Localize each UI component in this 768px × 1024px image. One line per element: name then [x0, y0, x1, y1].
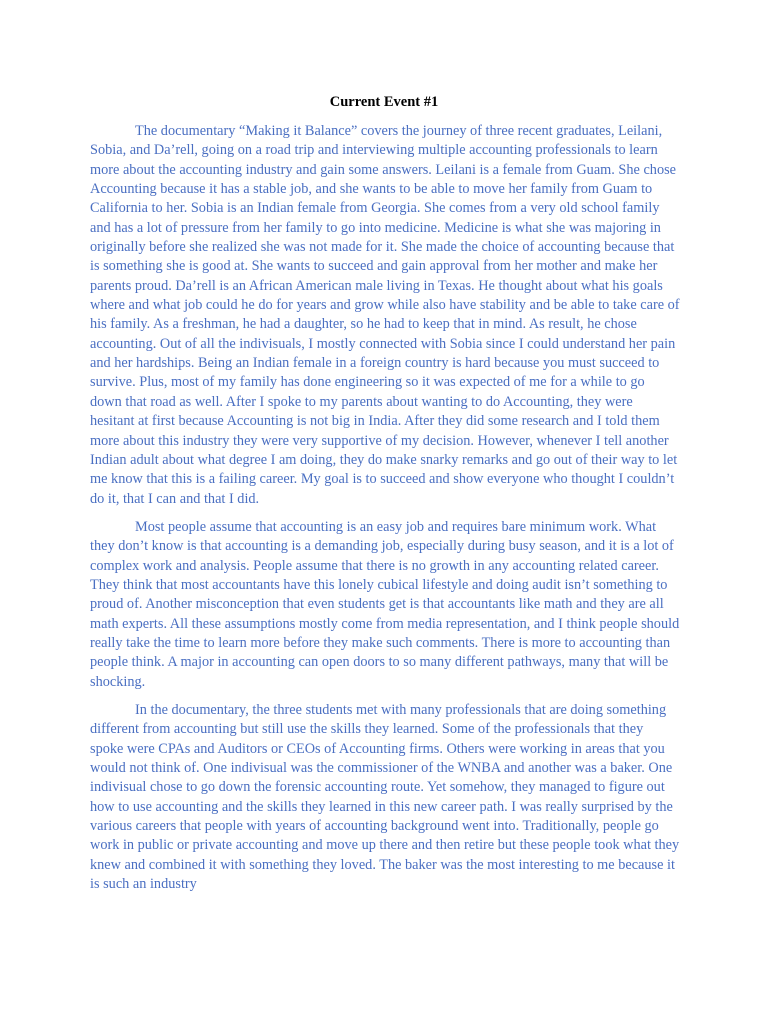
- paragraph-3: In the documentary, the three students met with many professionals that are doing something different from accounting but still use the skills they learned. Some of the professionals that they spoke were CPAs and Auditors or CEOs of Accounting firms. Others were working in areas that you would not think of. One indivisual was the commissioner of the WNBA and another was a baker. One indivisual chose to go down the forensic accounting route. Yet somehow, they managed to figure out how to use accounting and the skills they learned in this new career path. I was really surprised by the various careers that people with years of accounting background went into. Traditionally, people go work in public or private accounting and move up there and then retire but these people took what they knew and combined it with something they loved. The baker was the most interesting to me because it is such an industry: [90, 701, 680, 893]
- paragraph-2: Most people assume that accounting is an easy job and requires bare minimum work. What they don’t know is that accounting is a demanding job, especially during busy season, and it is a lot of complex work and analysis. People assume that there is no growth in any accounting related career. They think that most accountants have this lonely cubical lifestyle and doing audit isn’t something to proud of. Another misconception that even students get is that accountants like math and they are all math experts. All these assumptions mostly come from media representation, and I think people should really take the time to learn more before they make such comments. There is more to accounting than people think. A major in accounting can open doors to so many different pathways, many that will be shocking.: [90, 518, 680, 690]
- document-body: [90, 122, 680, 903]
- document-title: Current Event #1: [329, 94, 439, 110]
- paragraph-1: The documentary “Making it Balance” covers the journey of three recent graduates, Leilani, Sobia, and Da’rell, going on a road trip and interviewing multiple accounting professionals to learn more about the accounting industry and gain some answers. Leilani is a female from Guam. She chose Accounting because it has a stable job, and she wants to be able to move her family from Guam to California to her. Sobia is an Indian female from Georgia. She comes from a very old school family and has a lot of pressure from her family to go into medicine. Medicine is what she was majoring in originally before she realized she was not made for it. She made the choice of accounting because that is something she is good at. She wants to succeed and gain approval from her mother and make her parents proud. Da’rell is an African American male living in Texas. He thought about what his goals where and what job could he do for years and grow while also have stability and be able to take care of his family. As a freshman, he had a daughter, so he had to keep that in mind. As result, he chose accounting. Out of all the indivisuals, I mostly connected with Sobia since I could understand her pain and her hardships. Being an Indian female in a foreign country is hard because you must succeed to survive. Plus, most of my family has done engineering so it was expected of me for a while to go down that road as well. After I spoke to my parents about wanting to do Accounting, they were hesitant at first because Accounting is not big in India. After they did some research and I told them more about this industry they were very supportive of my decision. However, whenever I tell another Indian adult about what degree I am doing, they do make snarky remarks and go out of their way to let me know that this is a failing career. My goal is to succeed and show everyone who thought I couldn’t do it, that I can and that I did.: [90, 123, 680, 507]
